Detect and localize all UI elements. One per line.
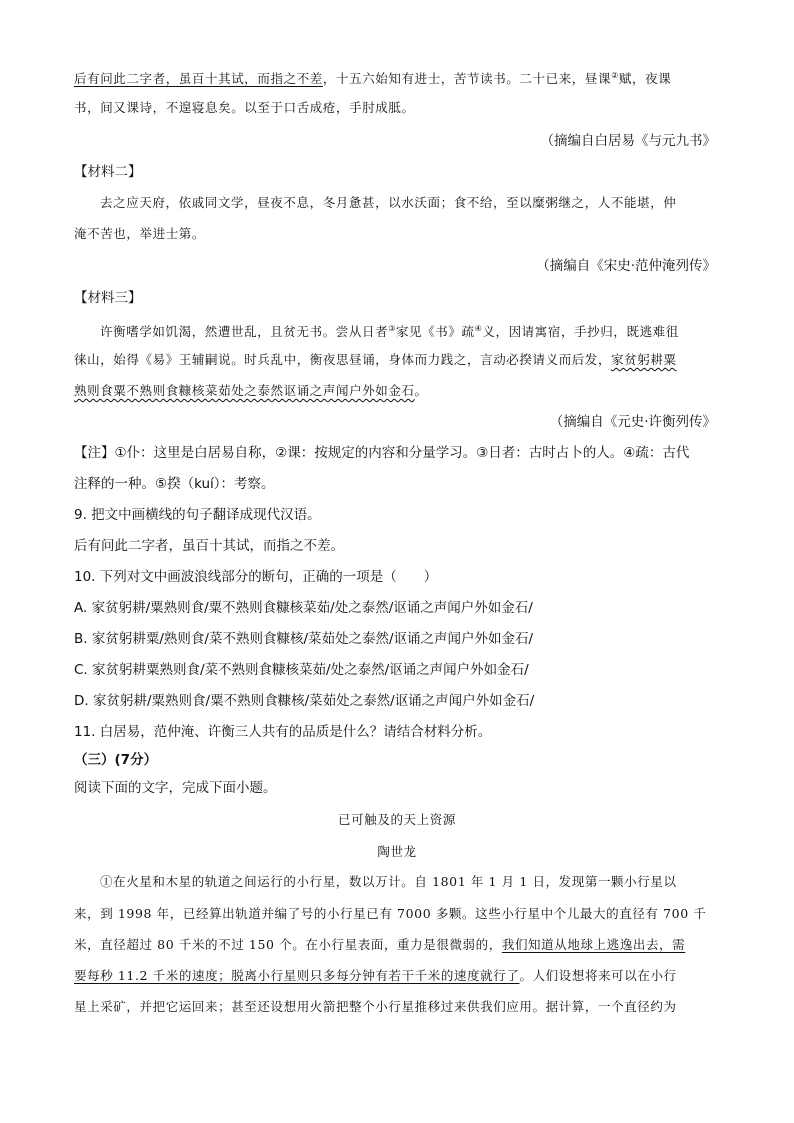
section-3-heading: （三）(7分） — [74, 752, 158, 768]
article-line5: 星上采矿，并把它运回来；甚至还设想用火箭把整个小行星推移过来供我们应用。据计算，一个直径约为 — [74, 999, 677, 1014]
question-10-option-c: C. 家贫躬耕粟熟则食/菜不熟则食糠核菜茹/处之泰然/讴诵之声闻户外如金石/ — [74, 662, 529, 678]
passage1-line2: 书，间又课诗，不遑寝息矣。以至于口舌成疮，手肘成胝。 — [74, 100, 415, 115]
question-10-option-b: B. 家贫躬耕粟/熟则食/菜不熟则食糠核/菜茹处之泰然/讴诵之声闻户外如金石/ — [74, 631, 534, 647]
material3-line1: 许衡嗜学如饥渴，然遭世乱，且贫无书。尝从日者③家见《书》疏④义，因请寓宿，手抄归，既逃难徂 — [100, 324, 679, 340]
question-10-stem: 10. 下列对文中画波浪线部分的断句，正确的一项是（ ） — [74, 569, 438, 585]
underlined-sentence: 我们知道从地球上逃逸出去，需 — [501, 937, 686, 952]
article-author: 陶世龙 — [377, 844, 417, 859]
article-line2: 来，到 1998 年，已经算出轨道并编了号的小行星已有 7000 多颗。这些小行星中个儿最大的直径有 700 千 — [74, 906, 707, 921]
passage1-line1: 后有问此二字者，虽百十其试，而指之不差，十五六始知有进士，苦节读书。二十已来，昼课②赋，夜课 — [74, 71, 672, 87]
article-line3: 米，直径超过 80 千米的不过 150 个。在小行星表面，重力是很微弱的，我们知道从地球上逃逸出去，需 — [74, 937, 686, 952]
material3-heading: 【材料三】 — [74, 290, 142, 306]
article-line4: 要每秒 11.2 千米的速度；脱离小行星则只多每分钟有若干千米的速度就行了。人们设想将来可以在小行 — [74, 968, 677, 983]
material2-line1: 去之应天府，依戚同文学，昼夜不息，冬月惫甚，以水沃面；食不给，至以糜粥继之，人不能堪，仲 — [100, 195, 677, 210]
article-title: 已可触及的天上资源 — [338, 812, 456, 827]
article-line1: ①在火星和木星的轨道之间运行的小行星，数以万计。自 1801 年 1 月 1 日，发现第一颗小行星以 — [100, 874, 677, 889]
passage1-source: （摘编自白居易《与元九书》 — [540, 133, 716, 149]
material3-source: （摘编自《元史·许衡列传》 — [549, 414, 716, 430]
footnote-marker: ② — [611, 71, 619, 80]
question-10-option-d: D. 家贫躬耕/粟熟则食/粟不熟则食糠核/菜茹处之泰然/讴诵之声闻户外如金石/ — [74, 693, 535, 709]
footnote-marker: ④ — [474, 324, 483, 333]
section-3-instruction: 阅读下面的文字，完成下面小题。 — [74, 780, 277, 796]
material3-line3: 熟则食粟不熟则食糠核菜茹处之泰然讴诵之声闻户外如金石。 — [74, 383, 428, 398]
material3-line2: 徕山，始得《易》王辅嗣说。时兵乱中，衡夜思昼诵，身体而力践之，言动必揆请义而后发，家贫躬耕粟 — [74, 352, 677, 367]
note-line2: 注释的一种。⑤揆（kuí）：考察。 — [74, 476, 275, 492]
question-9-sentence: 后有问此二字者，虽百十其试，而指之不差。 — [74, 538, 344, 554]
underlined-sentence: 要每秒 11.2 千米的速度；脱离小行星则只多每分钟有若干千米的速度就行了 — [74, 968, 520, 983]
material2-heading: 【材料二】 — [74, 164, 142, 180]
question-10-option-a: A. 家贫躬耕/粟熟则食/粟不熟则食糠核菜茹/处之泰然/讴诵之声闻户外如金石/ — [74, 600, 533, 616]
underlined-sentence: 后有问此二字者，虽百十其试，而指之不差 — [74, 71, 323, 87]
footnote-marker: ③ — [388, 324, 396, 333]
question-9-stem: 9. 把文中画横线的句子翻译成现代汉语。 — [74, 507, 321, 523]
note-line1: 【注】①仆：这里是白居易自称，②课：按规定的内容和分量学习。③日者：古时占卜的人。④疏：古代 — [74, 445, 690, 461]
material2-line2: 淹不苦也，举进士第。 — [74, 226, 206, 241]
material2-source: （摘编自《宋史·范仲淹列传》 — [536, 258, 716, 274]
question-11-stem: 11. 白居易，范仲淹、许衡三人共有的品质是什么？请结合材料分析。 — [74, 724, 492, 740]
wavy-underlined-text: 熟则食粟不熟则食糠核菜茹处之泰然讴诵之声闻户外如金石 — [74, 383, 415, 398]
wavy-underlined-text: 家贫躬耕粟 — [611, 352, 677, 367]
